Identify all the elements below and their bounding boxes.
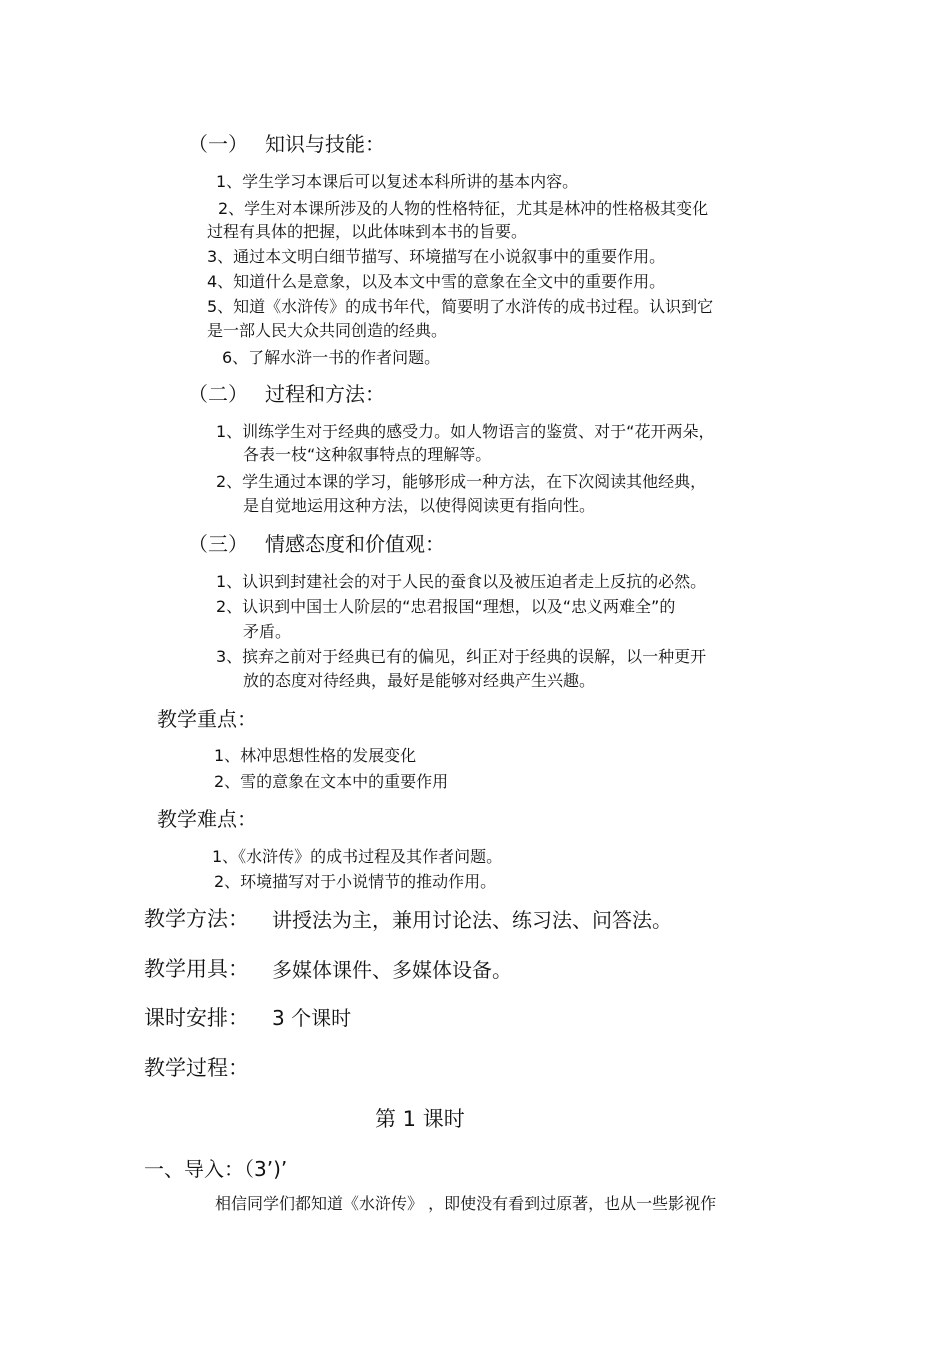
intro-heading: 一、导入：（3’)’: [144, 1157, 288, 1181]
knowledge-item-2-line-1: 2、学生对本课所涉及的人物的性格特征，尤其是林冲的性格极其变化: [218, 199, 709, 218]
knowledge-item-4: 4、知道什么是意象，以及本文中雪的意象在全文中的重要作用。: [207, 272, 666, 291]
knowledge-item-1: 1、学生学习本课后可以复述本科所讲的基本内容。: [216, 172, 579, 191]
section-2-title: 过程和方法：: [265, 382, 385, 406]
difficulty-1: 1、《水浒传》的成书过程及其作者问题。: [212, 847, 503, 866]
section-2-number: （二）: [188, 382, 248, 406]
knowledge-item-5-line-1: 5、知道《水浒传》的成书年代，简要明了水浒传的成书过程。认识到它: [207, 297, 714, 316]
lesson-title: 第 1 课时: [375, 1107, 465, 1131]
emotion-item-2-line-1: 2、认识到中国士人阶层的“忠君报国“理想，以及“忠义两难全”的: [216, 597, 676, 616]
tools-label: 教学用具：: [144, 957, 249, 981]
intro-text: 相信同学们都知道《水浒传》 ，即使没有看到过原著，也从一些影视作: [215, 1194, 717, 1213]
key-points-title: 教学重点：: [157, 707, 257, 731]
process-item-2-line-2: 是自觉地运用这种方法，以使得阅读更有指向性。: [243, 496, 596, 515]
tools-value: 多媒体课件、多媒体设备。: [272, 958, 512, 982]
knowledge-item-6: 6、了解水浒一书的作者问题。: [222, 348, 441, 367]
emotion-item-1: 1、认识到封建社会的对于人民的蚕食以及被压迫者走上反抗的必然。: [216, 572, 707, 591]
schedule-label: 课时安排：: [144, 1006, 249, 1030]
key-point-1: 1、林冲思想性格的发展变化: [214, 746, 417, 765]
knowledge-item-3: 3、通过本文明白细节描写、环境描写在小说叙事中的重要作用。: [207, 247, 666, 266]
process-title: 教学过程：: [144, 1056, 249, 1080]
process-item-1-line-2: 各表一枝“这种叙事特点的理解等。: [243, 445, 492, 464]
process-item-1-line-1: 1、训练学生对于经典的感受力。如人物语言的鉴赏、对于“花开两朵，: [216, 422, 715, 441]
difficulty-2: 2、环境描写对于小说情节的推动作用。: [214, 872, 497, 891]
emotion-item-3-line-2: 放的态度对待经典，最好是能够对经典产生兴趣。: [243, 671, 596, 690]
emotion-item-2-line-2: 矛盾。: [243, 622, 292, 641]
knowledge-item-5-line-2: 是一部人民大众共同创造的经典。: [207, 321, 448, 340]
difficulties-title: 教学难点：: [157, 807, 257, 831]
emotion-item-3-line-1: 3、摈弃之前对于经典已有的偏见，纠正对于经典的误解，以一种更开: [216, 647, 707, 666]
methods-label: 教学方法：: [144, 907, 249, 931]
methods-value: 讲授法为主，兼用讨论法、练习法、问答法。: [272, 908, 672, 932]
knowledge-item-2-line-2: 过程有具体的把握，以此体味到本书的旨要。: [207, 222, 528, 241]
key-point-2: 2、雪的意象在文本中的重要作用: [214, 772, 449, 791]
section-1-number: （一）: [188, 132, 248, 156]
section-1-title: 知识与技能：: [265, 132, 385, 156]
section-3-title: 情感态度和价值观：: [265, 532, 445, 556]
section-3-number: （三）: [188, 532, 248, 556]
process-item-2-line-1: 2、学生通过本课的学习，能够形成一种方法，在下次阅读其他经典，: [216, 472, 707, 491]
schedule-value: 3 个课时: [272, 1006, 352, 1030]
